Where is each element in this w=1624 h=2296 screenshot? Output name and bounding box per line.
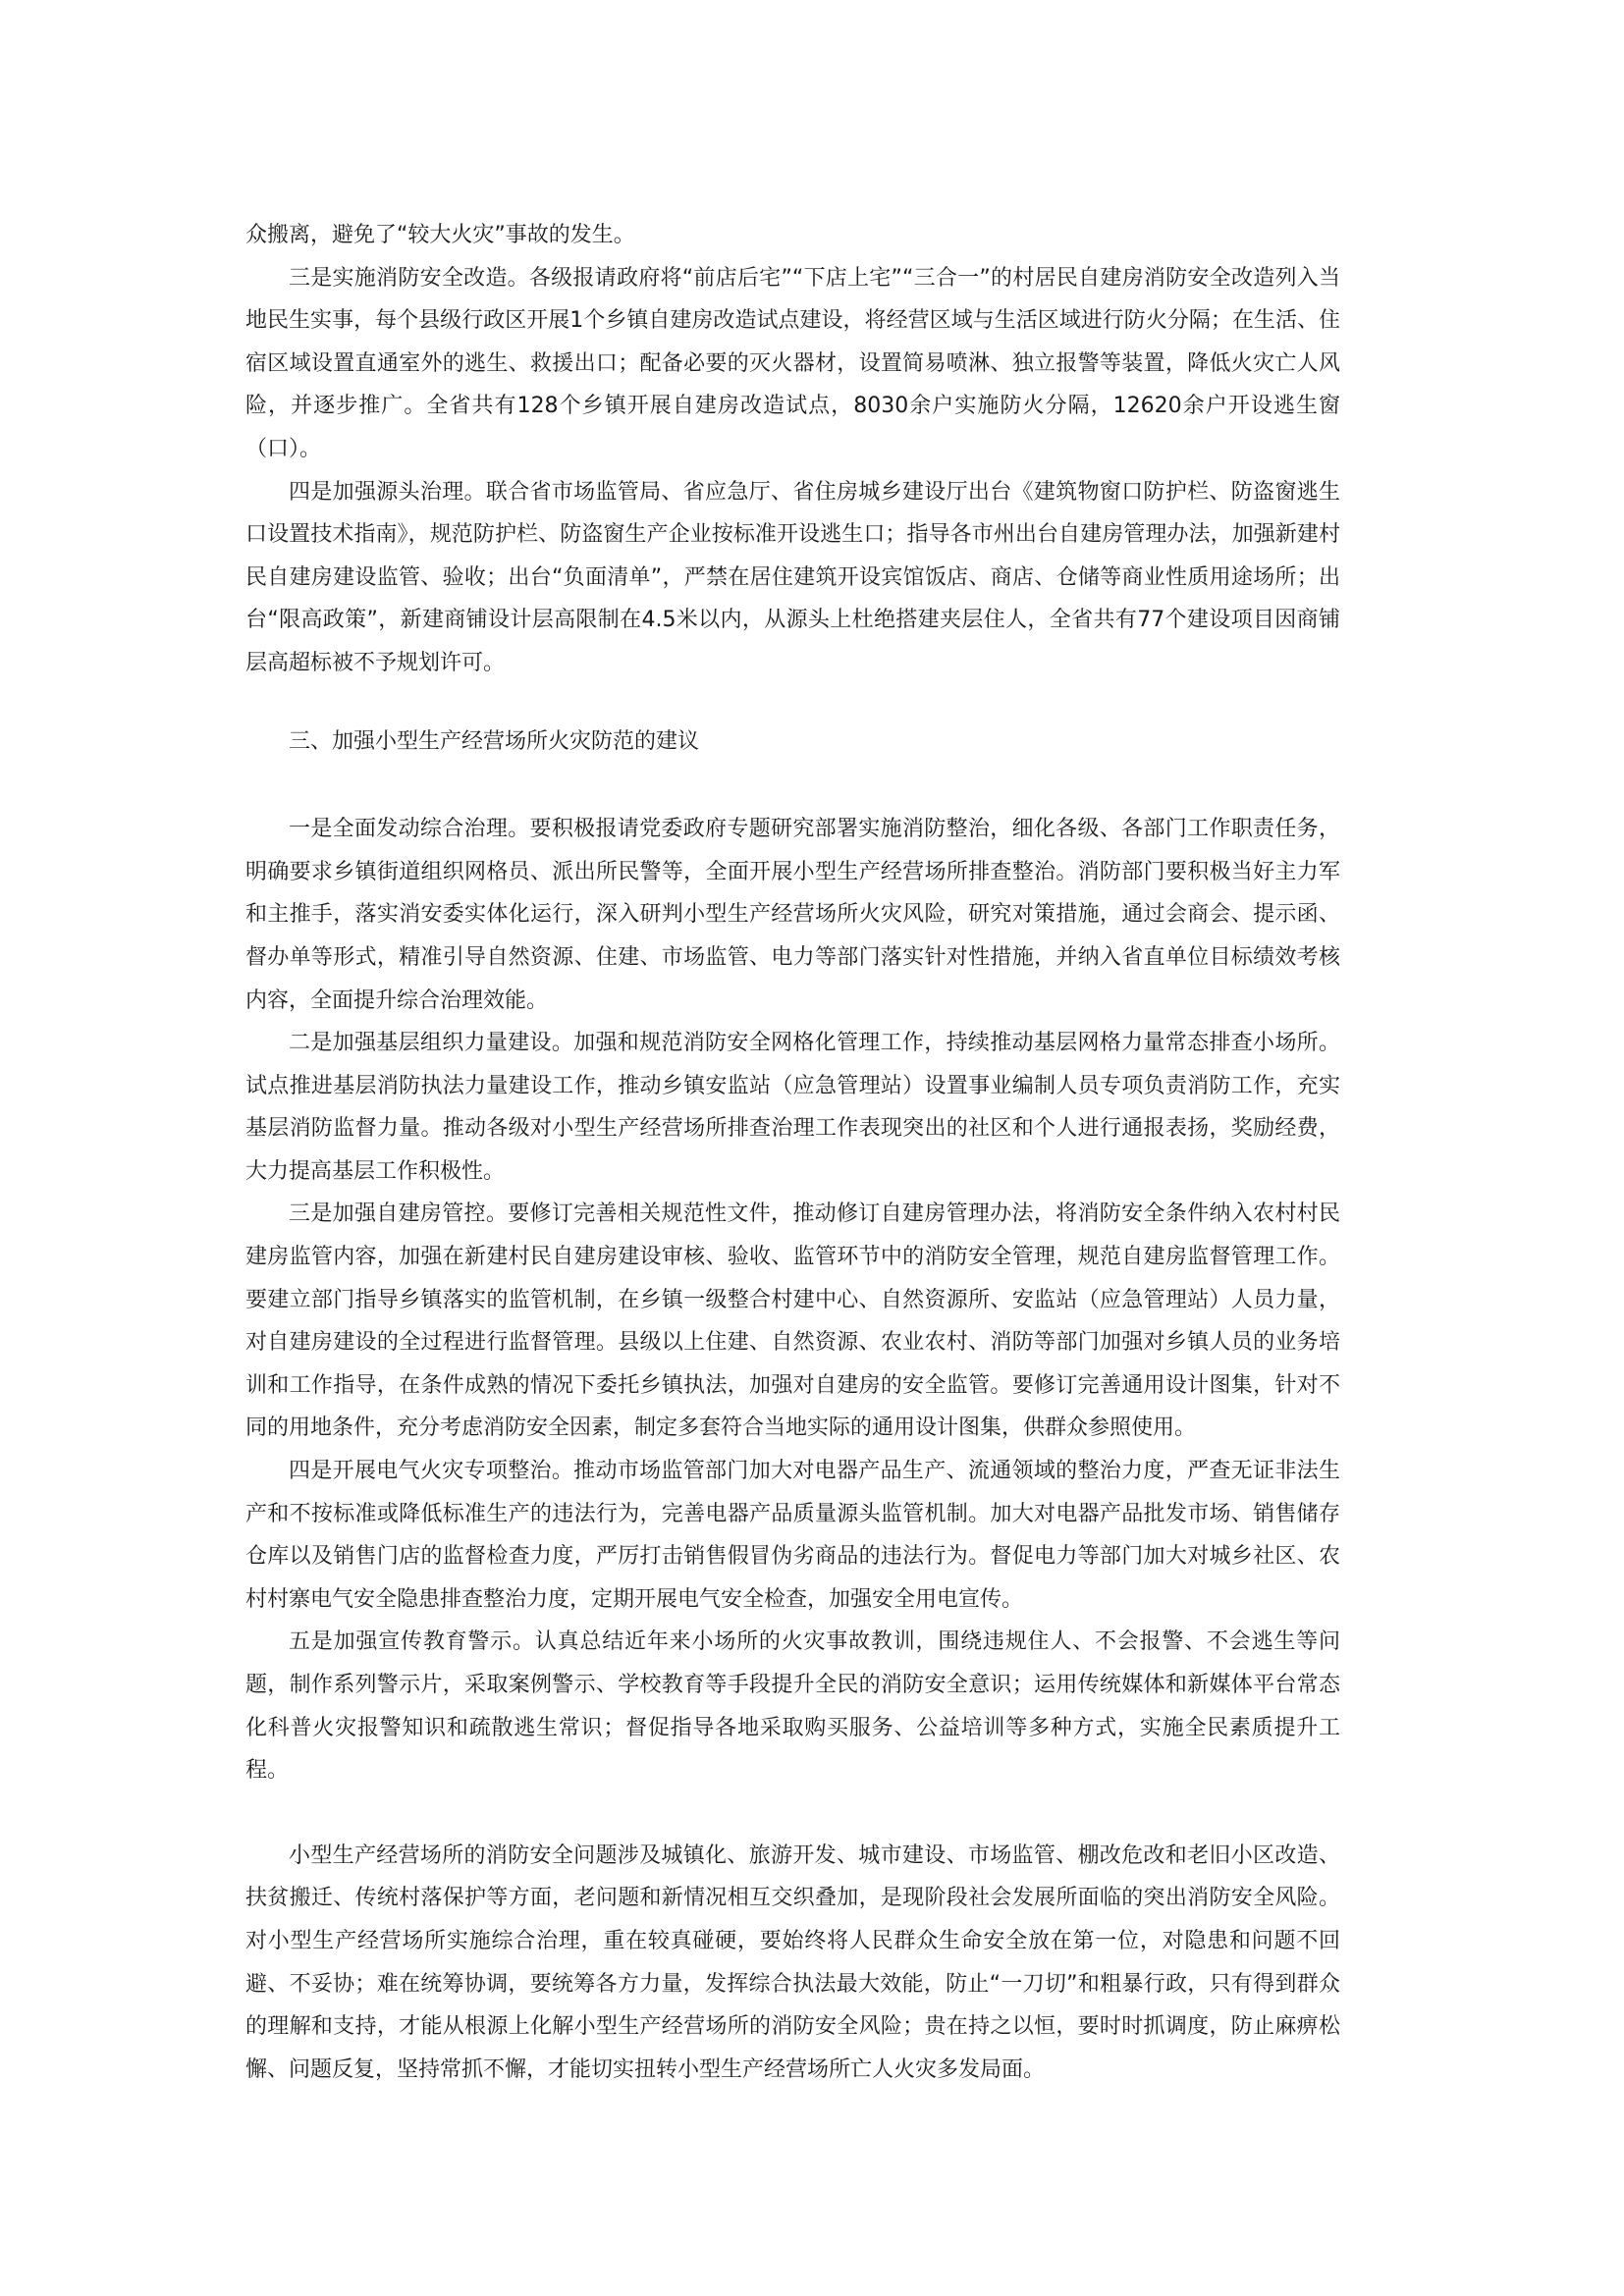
recommendation-1: 一是全面发动综合治理。要积极报请党委政府专题研究部署实施消防整治，细化各级、各部门工作职责任务，明确要求乡镇街道组织网格员、派出所民警等，全面开展小型生产经营场所排查整治。消防部门要积极当好主力军和主推手，落实消安委实体化运行，深入研判小型生产经营场所火灾风险，研究对策措施，通过会商会、提示函、督办单等形式，精准引导自然资源、住建、市场监管、电力等部门落实针对性措施，并纳入省直单位目标绩效考核内容，全面提升综合治理效能。	[245, 817, 1340, 1013]
recommendation-2: 二是加强基层组织力量建设。加强和规范消防安全网格化管理工作，持续推动基层网格力量常态排查小场所。试点推进基层消防执法力量建设工作，推动乡镇安监站（应急管理站）设置事业编制人员专项负责消防工作，充实基层消防监督力量。推动各级对小型生产经营场所排查治理工作表现突出的社区和个人进行通报表扬，奖励经费，大力提高基层工作积极性。	[245, 1031, 1340, 1184]
document-page	[245, 214, 1340, 2091]
paragraph-source-governance: 四是加强源头治理。联合省市场监管局、省应急厅、省住房城乡建设厅出台《建筑物窗口防护栏、防盗窗逃生口设置技术指南》，规范防护栏、防盗窗生产企业按标准开设逃生口；指导各市州出台自建房管理办法，加强新建村民自建房建设监管、验收；出台“负面清单”，严禁在居住建筑开设宾馆饭店、商店、仓储等商业性质用途场所；出台“限高政策”，新建商铺设计层高限制在4.5米以内，从源头上杜绝搭建夹层住人，全省共有77个建设项目因商铺层高超标被不予规划许可。	[245, 479, 1340, 675]
paragraph-continuation: 众搬离，避免了“较大火灾”事故的发生。	[245, 223, 635, 247]
recommendation-5: 五是加强宣传教育警示。认真总结近年来小场所的火灾事故教训，围绕违规住人、不会报警、不会逃生等问题，制作系列警示片，采取案例警示、学校教育等手段提升全民的消防安全意识；运用传统媒体和新媒体平台常态化科普火灾报警知识和疏散逃生常识；督促指导各地采取购买服务、公益培训等多种方式，实施全民素质提升工程。	[245, 1629, 1340, 1784]
recommendation-3: 三是加强自建房管控。要修订完善相关规范性文件，推动修订自建房管理办法，将消防安全条件纳入农村村民建房监管内容，加强在新建村民自建房建设审核、验收、监管环节中的消防安全管理，规范自建房监督管理工作。要建立部门指导乡镇落实的监管机制，在乡镇一级整合村建中心、自然资源所、安监站（应急管理站）人员力量，对自建房建设的全过程进行监督管理。县级以上住建、自然资源、农业农村、消防等部门加强对乡镇人员的业务培训和工作指导，在条件成熟的情况下委托乡镇执法，加强对自建房的安全监管。要修订完善通用设计图集，针对不同的用地条件，充分考虑消防安全因素，制定多套符合当地实际的通用设计图集，供群众参照使用。	[245, 1201, 1340, 1441]
paragraph-safety-renovation: 三是实施消防安全改造。各级报请政府将“前店后宅”“下店上宅”“三合一”的村居民自建房消防安全改造列入当地民生实事，每个县级行政区开展1个乡镇自建房改造试点建设，将经营区域与生活区域进行防火分隔；在生活、住宿区域设置直通室外的逃生、救援出口；配备必要的灭火器材，设置简易喷淋、独立报警等装置，降低火灾亡人风险，并逐步推广。全省共有128个乡镇开展自建房改造试点，8030余户实施防火分隔，12620余户开设逃生窗（口）。	[245, 265, 1340, 461]
section-heading: 三、加强小型生产经营场所火灾防范的建议	[289, 728, 700, 754]
conclusion-paragraph: 小型生产经营场所的消防安全问题涉及城镇化、旅游开发、城市建设、市场监管、棚改危改和老旧小区改造、扶贫搬迁、传统村落保护等方面，老问题和新情况相互交织叠加，是现阶段社会发展所面临的突出消防安全风险。对小型生产经营场所实施综合治理，重在较真碰硬，要始终将人民群众生命安全放在第一位，对隐患和问题不回避、不妥协；难在统筹协调，要统筹各方力量，发挥综合执法最大效能，防止“一刀切”和粗暴行政，只有得到群众的理解和支持，才能从根源上化解小型生产经营场所的消防安全风险；贵在持之以恒，要时时抓调度，防止麻痹松懈、问题反复，坚持常抓不懈，才能切实扭转小型生产经营场所亡人火灾多发局面。	[245, 1842, 1340, 2082]
recommendation-4: 四是开展电气火灾专项整治。推动市场监管部门加大对电器产品生产、流通领域的整治力度，严查无证非法生产和不按标准或降低标准生产的违法行为，完善电器产品质量源头监管机制。加大对电器产品批发市场、销售储存仓库以及销售门店的监督检查力度，严厉打击销售假冒伪劣商品的违法行为。督促电力等部门加大对城乡社区、农村村寨电气安全隐患排查整治力度，定期开展电气安全检查，加强安全用电宣传。	[245, 1459, 1340, 1612]
